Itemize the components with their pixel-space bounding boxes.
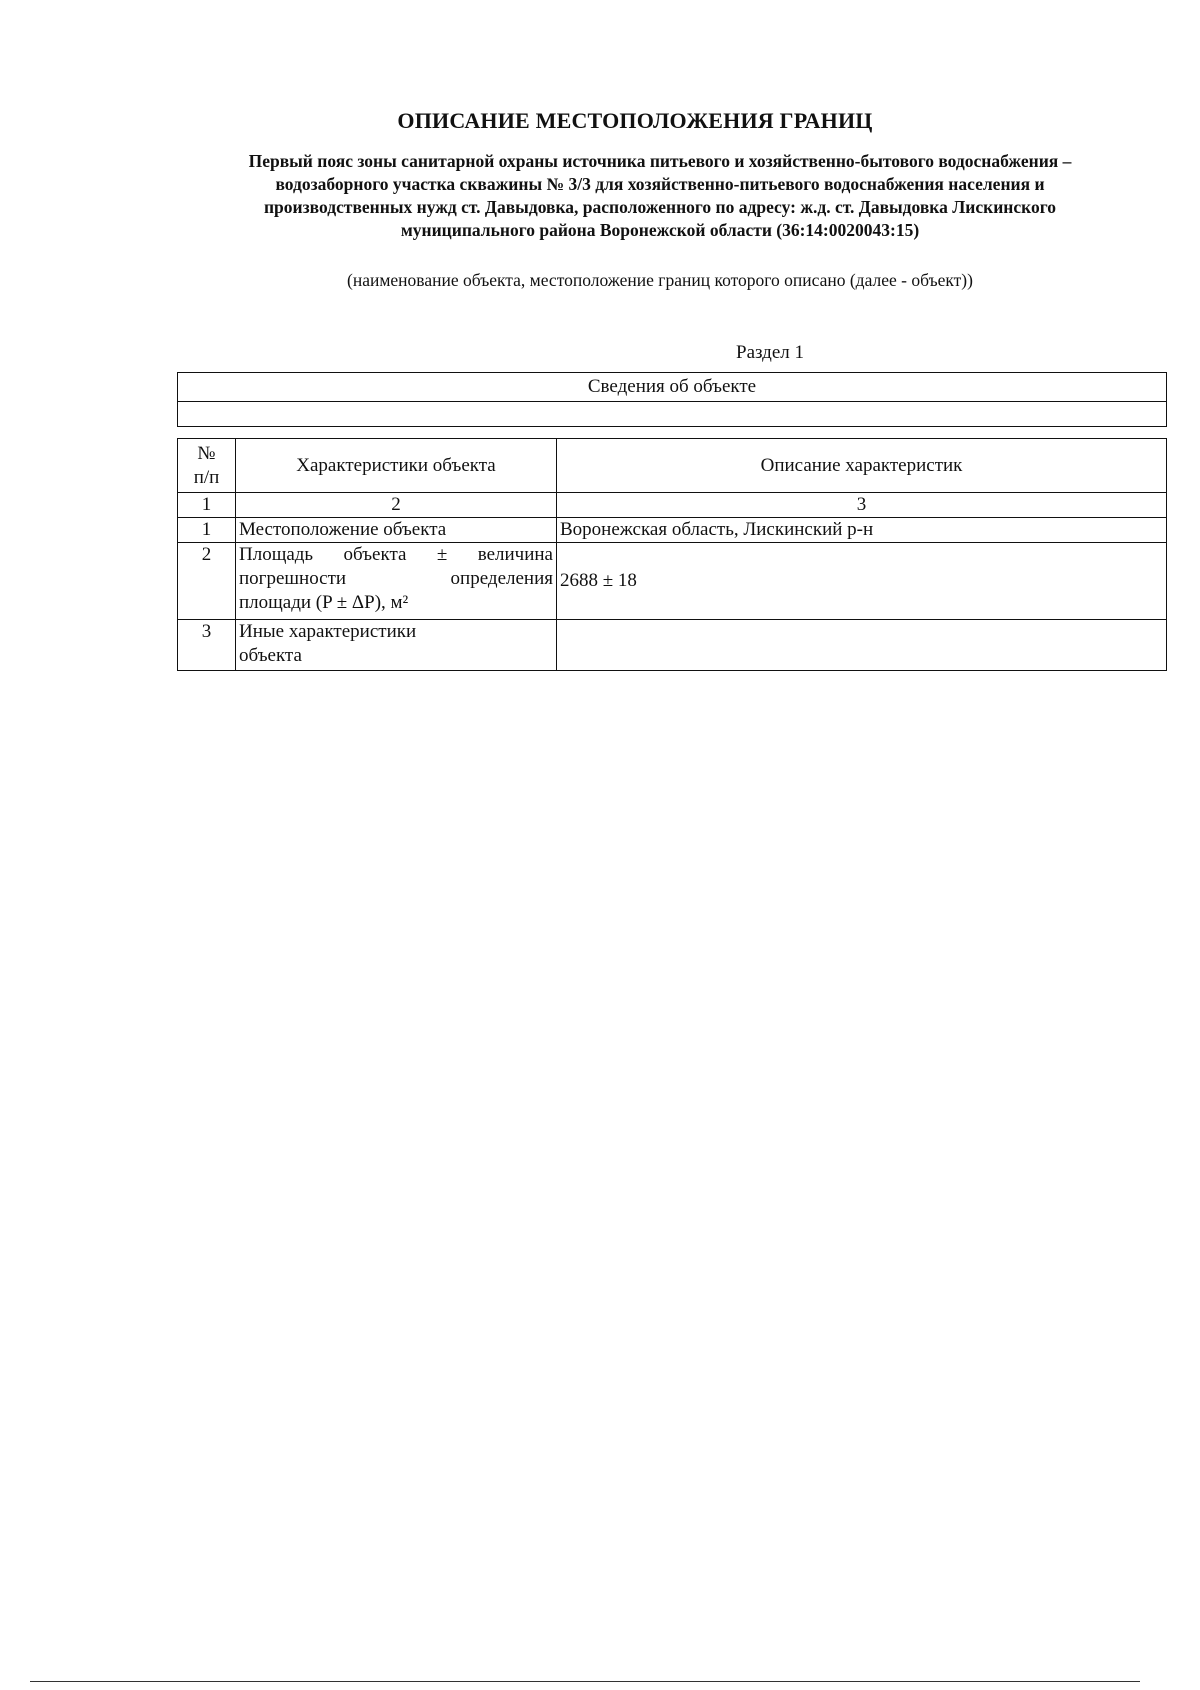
header-characteristics: Характеристики объекта xyxy=(236,439,557,493)
section-label: Раздел 1 xyxy=(736,342,804,363)
bottom-divider xyxy=(30,1681,1140,1682)
row-characteristic-line: погрешности определения xyxy=(239,568,553,589)
header-description: Описание характеристик xyxy=(557,439,1167,493)
row-characteristic: Местоположение объекта xyxy=(236,518,557,543)
column-number: 1 xyxy=(178,493,236,518)
column-numbers-row xyxy=(178,493,1167,518)
row-characteristic-line: Иные характеристики xyxy=(239,621,417,642)
object-info-table xyxy=(177,372,1167,427)
row-description: Воронежская область, Лискинский р-н xyxy=(557,518,1167,543)
row-characteristic xyxy=(236,543,557,620)
header-number-sign: № xyxy=(197,442,216,464)
column-number: 2 xyxy=(236,493,557,518)
column-number: 3 xyxy=(557,493,1167,518)
row-characteristic-line: площади (P ± ΔP), м² xyxy=(239,592,409,613)
header-number-abbr: п/п xyxy=(193,466,220,488)
row-number: 2 xyxy=(178,543,236,620)
object-info-header: Сведения об объекте xyxy=(178,373,1167,402)
object-name xyxy=(180,150,1140,242)
row-number: 1 xyxy=(178,518,236,543)
object-info-empty-cell xyxy=(178,402,1167,427)
table-row xyxy=(178,543,1167,620)
object-info-header-row xyxy=(178,373,1167,402)
row-description xyxy=(557,620,1167,671)
characteristics-table xyxy=(177,438,1167,671)
row-characteristic-line: Площадь объекта ± величина xyxy=(239,544,553,565)
object-name-line: водозаборного участка скважины № 3/3 для хозяйственно-питьевого водоснабжения населения и xyxy=(275,174,1045,194)
table-row xyxy=(178,620,1167,671)
page-title: ОПИСАНИЕ МЕСТОПОЛОЖЕНИЯ ГРАНИЦ xyxy=(397,108,873,133)
row-number: 3 xyxy=(178,620,236,671)
object-name-caption: (наименование объекта, местоположение границ которого описано (далее - объект)) xyxy=(347,270,973,290)
characteristics-header-row xyxy=(178,439,1167,493)
row-characteristic-line: объекта xyxy=(239,645,302,666)
row-description: 2688 ± 18 xyxy=(557,543,1167,620)
object-name-line: муниципального района Воронежской области (36:14:0020043:15) xyxy=(400,220,920,240)
object-name-line: Первый пояс зоны санитарной охраны источника питьевого и хозяйственно-бытового водоснабжения – xyxy=(248,151,1072,171)
header-number-cell xyxy=(178,439,236,493)
row-characteristic xyxy=(236,620,557,671)
object-info-empty-row xyxy=(178,402,1167,427)
table-row xyxy=(178,518,1167,543)
object-name-line: производственных нужд ст. Давыдовка, расположенного по адресу: ж.д. ст. Давыдовка Лискинского xyxy=(263,197,1057,217)
